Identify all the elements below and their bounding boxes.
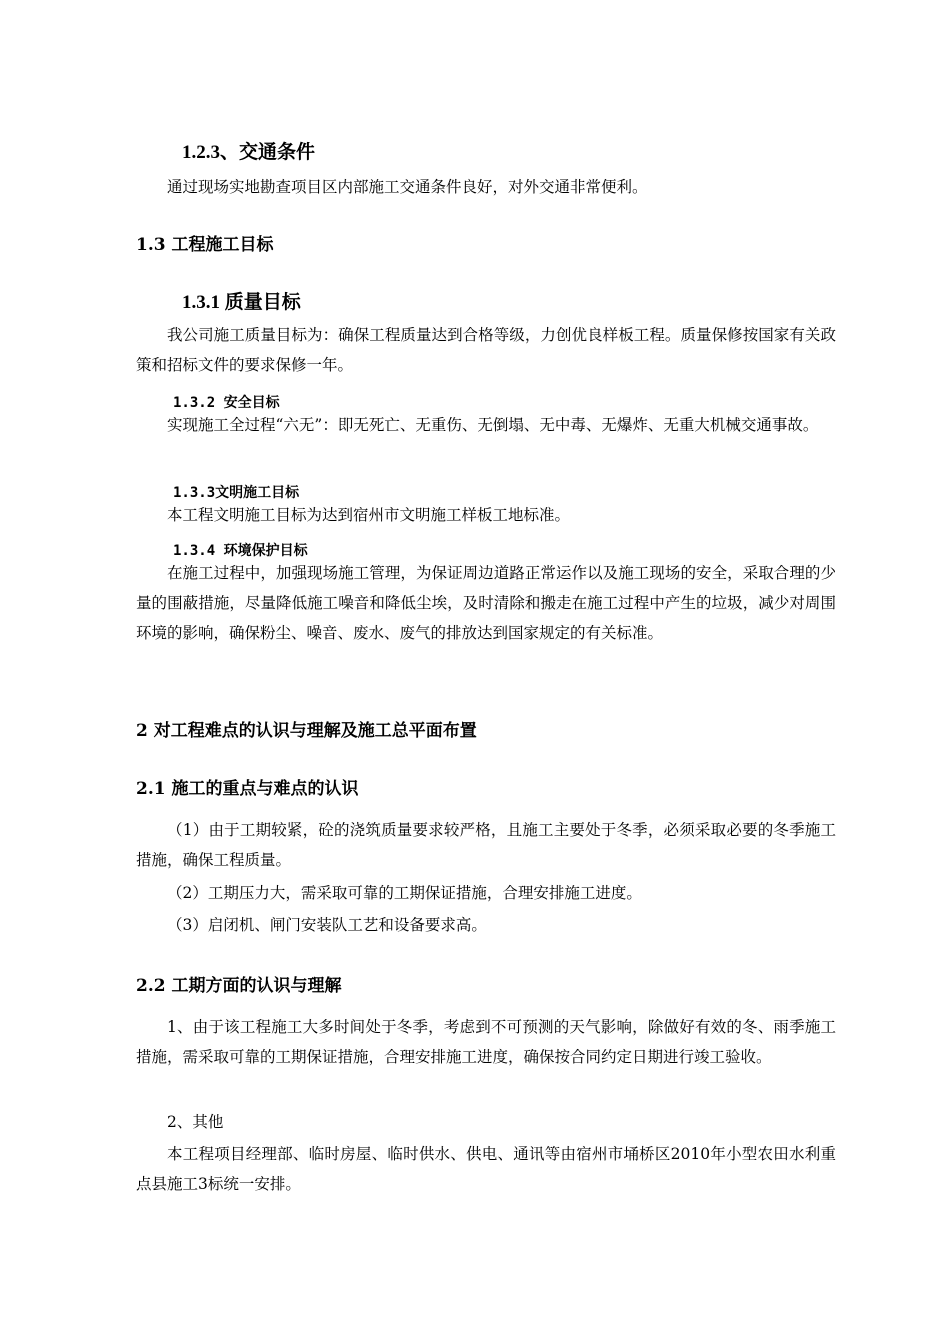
heading-1-3: 1.3 工程施工目标 [136, 235, 274, 255]
paragraph-safety: 实现施工全过程“六无”：即无死亡、无重伤、无倒塌、无中毒、无爆炸、无重大机械交通事故。 [167, 416, 819, 434]
heading-1-3-3: 1.3.3文明施工目标 [173, 485, 300, 501]
list-item-2: （2）工期压力大，需采取可靠的工期保证措施，合理安排施工进度。 [167, 884, 642, 902]
heading-1-3-2: 1.3.2 安全目标 [173, 395, 280, 411]
heading-2-2: 2.2 工期方面的认识与理解 [136, 976, 342, 996]
paragraph-environment: 在施工过程中，加强现场施工管理，为保证周边道路正常运作以及施工现场的安全，采取合理的少量的围蔽措施，尽量降低施工噪音和降低尘埃，及时清除和搬走在施工过程中产生的垃圾，减少对周围环境的影响，确保粉尘、噪音、废水、废气的排放达到国家规定的有关标准。 [136, 564, 836, 642]
paragraph-traffic: 通过现场实地勘查项目区内部施工交通条件良好，对外交通非常便利。 [167, 178, 648, 196]
paragraph-other-label: 2、其他 [167, 1113, 224, 1131]
paragraph-civilized: 本工程文明施工目标为达到宿州市文明施工样板工地标准。 [167, 506, 571, 524]
heading-2-1: 2.1 施工的重点与难点的认识 [136, 779, 359, 799]
list-item-1: （1）由于工期较紧，砼的浇筑质量要求较严格，且施工主要处于冬季，必须采取必要的冬季施工措施，确保工程质量。 [136, 821, 836, 869]
paragraph-schedule: 1、由于该工程施工大多时间处于冬季，考虑到不可预测的天气影响，除做好有效的冬、雨季施工措施，需采取可靠的工期保证措施，合理安排施工进度，确保按合同约定日期进行竣工验收。 [136, 1018, 836, 1066]
heading-1-3-4: 1.3.4 环境保护目标 [173, 543, 308, 559]
heading-1-3-1: 1.3.1 质量目标 [182, 292, 301, 313]
heading-2: 2 对工程难点的认识与理解及施工总平面布置 [136, 721, 477, 741]
paragraph-other: 本工程项目经理部、临时房屋、临时供水、供电、通讯等由宿州市埇桥区2010年小型农田水利重点县施工3标统一安排。 [136, 1145, 836, 1193]
paragraph-quality: 我公司施工质量目标为：确保工程质量达到合格等级，力创优良样板工程。质量保修按国家有关政策和招标文件的要求保修一年。 [136, 326, 836, 374]
list-item-3: （3）启闭机、闸门安装队工艺和设备要求高。 [167, 916, 487, 934]
heading-1-2-3: 1.2.3、交通条件 [182, 142, 316, 163]
